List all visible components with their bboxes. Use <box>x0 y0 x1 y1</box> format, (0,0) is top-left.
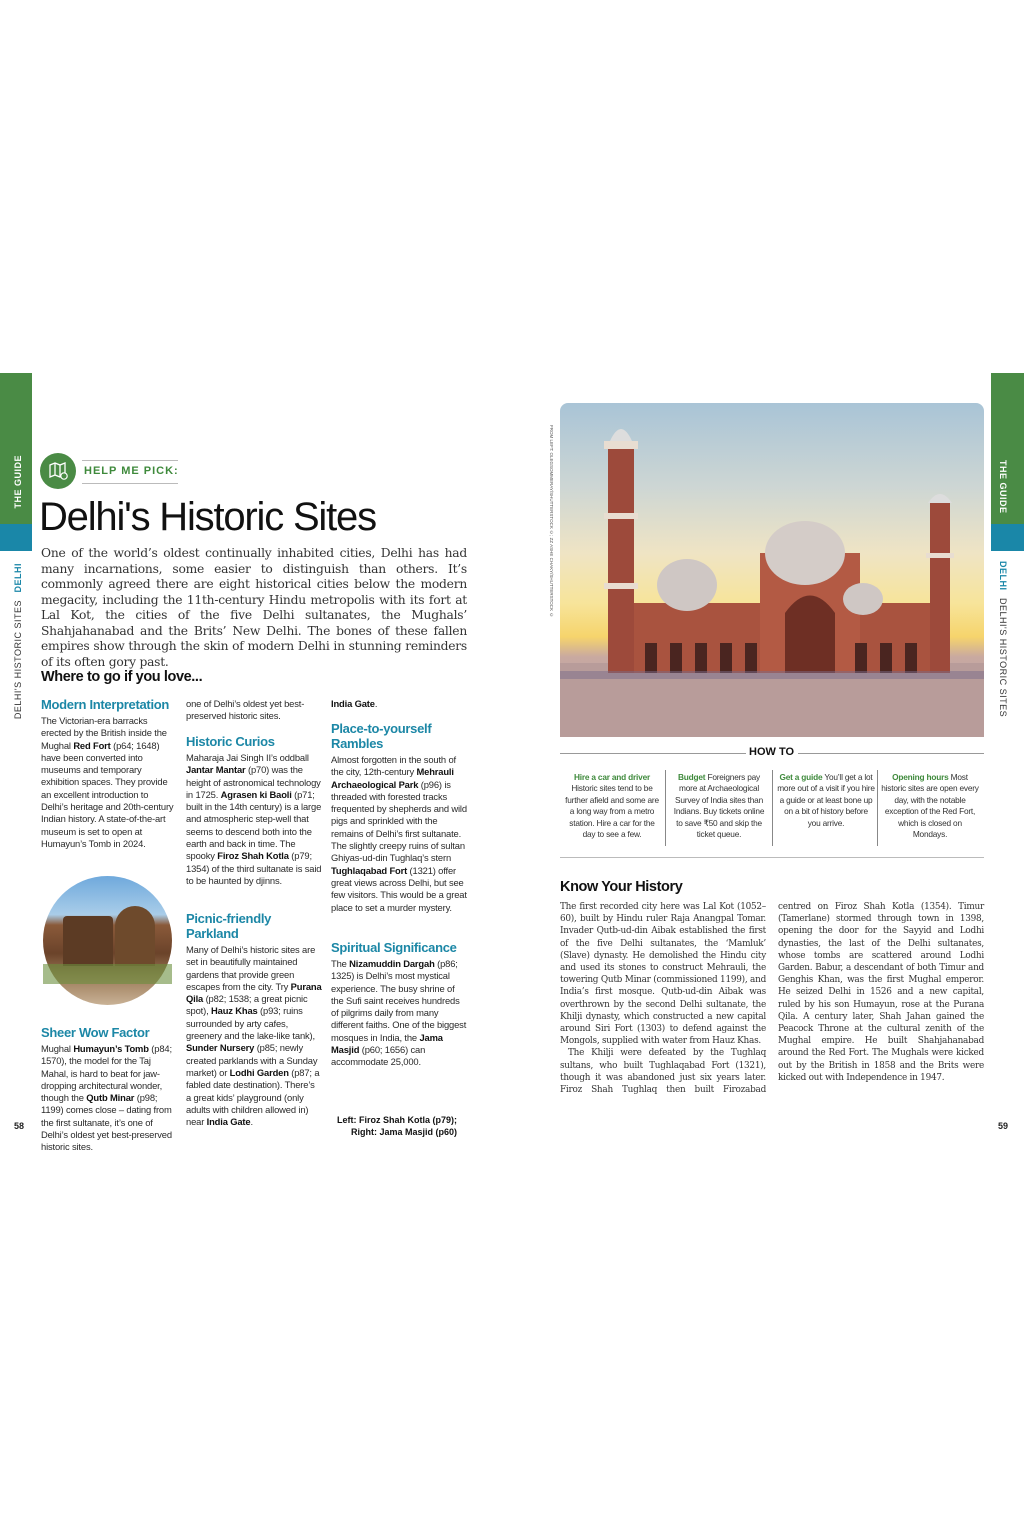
section-body: Maharaja Jai Singh II’s oddball Jantar Mantar (p70) was the height of astronomical technology in 1725. Agrasen ki Baoli (p71; built in the 14th century) is a large and atmospheric step-well that seems to descend both into the earth and back in time. The spooky Firoz Shah Kotla (p79; 1354) of the third sultanate is said to be haunted by djinns. <box>186 752 322 886</box>
section-tab-right-accent <box>991 524 1024 551</box>
section-historic-curios <box>186 734 322 887</box>
section-place-to-yourself-rambles <box>331 721 467 914</box>
photo-caption: Left: Firoz Shah Kotla (p79); Right: Jama Masjid (p60) <box>337 1115 457 1137</box>
section-title: Sheer Wow Factor <box>41 1025 150 1040</box>
map-pin-icon <box>40 453 76 489</box>
section-body: Mughal Humayun’s Tomb (p84; 1570), the model for the Taj Mahal, is hard to beat for jaw-dropping architectural wonder, though the Qutb Minar (p98; 1199) comes close – dating from the first sultanate, it’s one of Delhi’s oldest yet best-preserved historic sites. <box>41 1043 172 1153</box>
section-title: Modern Interpretation <box>41 697 170 712</box>
howto-item-hire-car: Hire a car and driver Historic sites tend to be further afield and some are a long way from a metro station. Hire a car for the day to see a few. <box>565 772 659 840</box>
section-tab-label: THE GUIDE <box>13 455 23 509</box>
howto-title: HOW TO <box>749 746 795 758</box>
wow-continuation <box>186 698 322 723</box>
howto-item-opening-hours: Opening hours Most historic sites are open every day, with the notable exception of the Red Fort, which is closed on Mondays. <box>881 772 979 840</box>
howto-item-budget: Budget Foreigners pay more at Archaeological Survey of India sites than Indians. Buy tickets online to save ₹50 and skip the ticket queue. <box>673 772 765 840</box>
section-sheer-wow-factor <box>41 1025 177 1153</box>
section-body: Almost forgotten in the south of the city, 12th-century Mehrauli Archaeological Park (p96) is threaded with forested tracks frequented by shepherds and wild pigs and sprinkled with the remains of Delhi’s first sultanate. The slightly creepy ruins of sultan Ghiyas-ud-din Tughlaq’s stern Tughlaqabad Fort (1321) offer great views across Delhi, but see few visitors. This would be a great place to set a murder mystery. <box>331 754 467 913</box>
history-paragraph: The first recorded city here was Lal Kot (1052–60), built by Hindu ruler Raja Anangpal Tomar. Invader Qutb-ud-din Aibak established the first of the five Delhi sultanates, the ‘Mamluk’ (Slave) dynasty. He demolished the Hindu city and used its stones to construct Mehrauli, the towering Qutb Minar (commissioned 1199), and India’s first mosque. Qutb-ud-din Aibak was overthrown by the second Delhi sultanate, the Khilji dynasty, which constructed a new capital around Siri Fort (1303) to defend against the Mongols, supplied with water from Hauz Khas. <box>560 902 766 1047</box>
picnic-continuation: India Gate. <box>331 698 378 709</box>
section-picnic-parkland <box>186 911 322 1133</box>
jama-masjid-photo <box>560 403 984 737</box>
page-title: Delhi's Historic Sites <box>39 495 376 539</box>
history-paragraph: The Khilji were defeated by the Tughlaq sultans, who built Tughlaqabad Fort (1321), though it was abandoned just six years later. Firoz Shah Tughlaq then built Firozabad centred on Firoz Shah Kotla (1354). Timur (Tamerlane) stormed through town in 1398, opening the door for the Sayyid and Lodhi dynasties, the last of the Delhi sultanates, whose tombs are scattered around Lodhi Garden. Babur, a descendant of both Timur and Genghis Khan, was the first Mughal emperor. He seized Delhi in 1526 and a new capital, ruled by his son Humayun, rose at the Purana Qila. A century later, Shah Jahan gained the Peacock Throne at the cultural zenith of the Mughal empire. He built Shahjahanabad around the Red Fort. The Mughals were kicked out by the British in 1858 and the Brits were kicked out with Independence in 1947. <box>560 902 984 1096</box>
breadcrumb-city: DELHI <box>13 563 23 593</box>
kicker: HELP ME PICK: <box>84 465 179 477</box>
breadcrumb-city-right: DELHI <box>998 561 1008 591</box>
where-heading: Where to go if you love... <box>41 669 203 685</box>
history-body <box>560 901 984 1096</box>
breadcrumb-topic: DELHI'S HISTORIC SITES <box>13 600 23 720</box>
section-body: The Nizamuddin Dargah (p86; 1325) is Delhi’s most mystical experience. The busy shrine of the Sufi saint receives hundreds of pilgrims daily from many different faiths. One of the biggest mosques in India, the Jama Masjid (p60; 1656) can accommodate 25,000. <box>331 958 467 1068</box>
history-heading: Know Your History <box>560 879 683 895</box>
section-body-continued: one of Delhi’s oldest yet best-preserved historic sites. <box>186 698 305 722</box>
howto-divider <box>877 770 878 846</box>
section-tab-left-accent <box>0 524 32 551</box>
howto-divider <box>772 770 773 846</box>
section-title: Spiritual Significance <box>331 940 457 955</box>
section-title: Place-to-yourself Rambles <box>331 721 432 751</box>
howto-rule-right <box>798 753 984 754</box>
intro-paragraph: One of the world’s oldest continually inhabited cities, Delhi has had many incarnations, some easier to distinguish than others. It’s commonly agreed there are eight historical cities below the modern megacity, including the 11th-century Hindu metropolis with its fort at Lal Kot, the cities of the five Delhi sultanates, the Mughals’ Shahjahanabad and the Brits’ New Delhi. The bones of these fallen empires show through the skin of modern Delhi in stunning reminders of its often gory past. <box>41 546 467 669</box>
howto-item-guide: Get a guide You’ll get a lot more out of a visit if you hire a guide or at least bone up on a bit of history before you arrive. <box>777 772 875 828</box>
howto-rule-left <box>560 753 746 754</box>
page-number-left: 58 <box>14 1121 25 1131</box>
section-tab-label-right: THE GUIDE <box>998 460 1008 514</box>
howto-divider <box>665 770 666 846</box>
page-number-right: 59 <box>998 1121 1009 1131</box>
section-title: Historic Curios <box>186 734 275 749</box>
section-body: The Victorian-era barracks erected by the British inside the Mughal Red Fort (p64; 1648) have been converted into museums and temporary exhibition spaces. They provide an excellent introduction to Delhi’s heritage and 20th-century Indian history. A state-of-the-art museum is set to open at Humayun’s Tomb in 2024. <box>41 715 174 849</box>
firoz-shah-kotla-photo <box>43 876 172 1005</box>
section-title: Picnic-friendly Parkland <box>186 911 272 941</box>
photo-credit: FROM LEFT: OLEGSOMMERAY/SHUTTERSTOCK ©; ZZ ASHE CHAKY/SHUTTERSTOCK © <box>549 425 554 618</box>
kicker-rule-top <box>82 460 178 461</box>
section-spiritual-significance <box>331 940 467 1069</box>
kicker-rule-bottom <box>82 483 178 484</box>
howto-rule-bottom <box>560 857 984 858</box>
section-body: Many of Delhi’s historic sites are set in beautifully maintained gardens that provide green escapes from the city. Try Purana Qila (p82; 1538; a great picnic spot), Hauz Khas (p93; ruins surrounded by arty cafes, greenery and the lake-like tank), Sunder Nursery (p85; newly created parklands with a Sunday market) or Lodhi Garden (p87; a fabled date destination). There’s a great kids’ playground (only adults with children allowed in) near India Gate. <box>186 944 322 1128</box>
section-modern-interpretation <box>41 697 177 850</box>
breadcrumb-topic-right: DELHI'S HISTORIC SITES <box>998 598 1008 718</box>
